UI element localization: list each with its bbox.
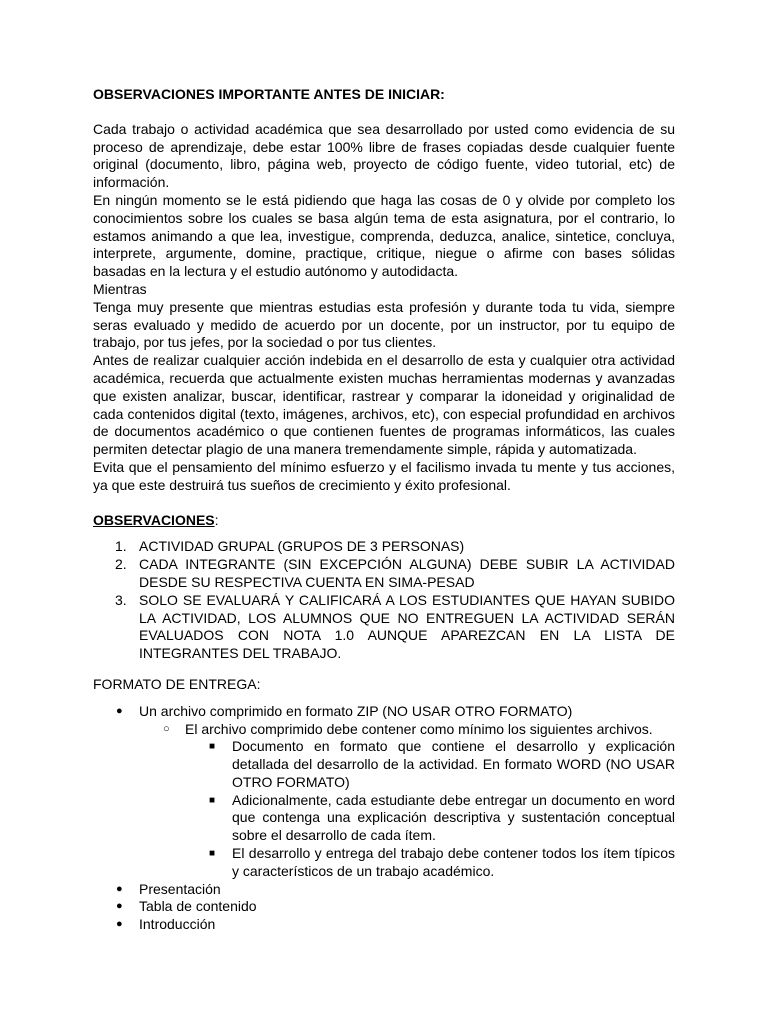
list-item-number: 3. (115, 591, 127, 608)
list-item (185, 845, 675, 881)
paragraph-plagiarism-tools: Antes de realizar cualquier acción indebida en el desarrollo de esta y cualquier otra actividad académica, recuerda que actualmente existen muchas herramientas modernas y avanzadas que existen analizar, buscar, identificar, rastrear y comparar la idoneidad y originalidad de cada contenidos digital (texto, imágenes, archivos, etc), con especial profundidad en archivos de documentos académico o que contienen fuentes de programas informáticos, las cuales permiten detectar plagio de una manera tremendamente simple, rápida y automatizada. (93, 352, 675, 458)
bullet-icon: ● (116, 704, 123, 717)
list-item-text: Un archivo comprimido en formato ZIP (NO USAR OTRO FORMATO) (139, 702, 573, 719)
bullet-icon: ● (116, 882, 123, 895)
list-item (139, 721, 675, 881)
square-bullet-icon: ■ (209, 848, 216, 860)
observaciones-list (93, 538, 675, 663)
list-item (93, 556, 675, 592)
page-title: OBSERVACIONES IMPORTANTE ANTES DE INICIAR: (93, 86, 445, 102)
list-item-number: 2. (115, 556, 127, 573)
bullet-icon: ● (116, 900, 123, 913)
observaciones-colon: : (214, 511, 219, 528)
formato-heading: FORMATO DE ENTREGA: (93, 675, 261, 692)
list-item-number: 1. (115, 538, 127, 555)
paragraph-learning: En ningún momento se le está pidiendo que haga las cosas de 0 y olvide por completo los conocimientos sobre los cuales se basa algún tema de esta asignatura, por el contrario, lo estamos animando a que lea, investigue, comprenda, deduzca, analice, sintetice, concluya, interprete, argumente, domine, practique, critique, niegue o afirme con bases sólidas basadas en la lectura y el estudio autónomo y autodidacta. (93, 191, 675, 280)
list-item (93, 538, 675, 556)
list-item (185, 792, 675, 845)
list-item (93, 703, 675, 881)
list-item-text: El archivo comprimido debe contener como mínimo los siguientes archivos. (185, 720, 653, 737)
list-item-text: CADA INTEGRANTE (SIN EXCEPCIÓN ALGUNA) DEBE SUBIR LA ACTIVIDAD DESDE SU RESPECTIVA CUENTA EN SIMA-PESAD (139, 556, 675, 590)
formato-sublist (139, 721, 675, 881)
formato-list (93, 703, 675, 934)
square-bullet-icon: ■ (209, 794, 216, 806)
list-item (93, 916, 675, 934)
list-item-text: ACTIVIDAD GRUPAL (GRUPOS DE 3 PERSONAS) (139, 538, 465, 555)
paragraph-mientras: Mientras (93, 280, 147, 297)
paragraph-originality: Cada trabajo o actividad académica que sea desarrollado por usted como evidencia de su proceso de aprendizaje, debe estar 100% libre de frases copiadas desde cualquier fuente original (documento, libro, página web, proyecto de código fuente, video tutorial, etc) de información. (93, 120, 675, 191)
observaciones-title: OBSERVACIONES (93, 511, 215, 528)
list-item (93, 592, 675, 663)
paragraph-evaluation: Tenga muy presente que mientras estudias esta profesión y durante toda tu vida, siempre seras evaluado y medido de acuerdo por un docente, por un instructor, por tu equipo de trabajo, por tus jefes, por la sociedad o por tus clientes. (93, 298, 675, 351)
document-page (93, 86, 675, 934)
list-item-text: Adicionalmente, cada estudiante debe entregar un documento en word que contenga una explicación descriptiva y sustentación conceptual sobre el desarrollo de cada ítem. (232, 791, 675, 844)
observaciones-heading (93, 512, 675, 530)
list-item (93, 898, 675, 916)
list-item (185, 738, 675, 791)
list-item (93, 881, 675, 899)
square-bullet-icon: ■ (209, 741, 216, 753)
list-item-text: Documento en formato que contiene el desarrollo y explicación detallada del desarrollo de la actividad. En formato WORD (NO USAR OTRO FORMATO) (232, 738, 675, 790)
list-item-text: El desarrollo y entrega del trabajo debe contener todos los ítem típicos y característicos de un trabajo académico. (232, 845, 675, 879)
list-item-text: Introducción (139, 916, 216, 933)
paragraph-effort: Evita que el pensamiento del mínimo esfuerzo y el facilismo invada tu mente y tus acciones, ya que este destruirá tus sueños de crecimiento y éxito profesional. (93, 458, 675, 493)
circle-bullet-icon: ○ (163, 722, 170, 735)
list-item-text: SOLO SE EVALUARÁ Y CALIFICARÁ A LOS ESTUDIANTES QUE HAYAN SUBIDO LA ACTIVIDAD, LOS ALUMNOS QUE NO ENTREGUEN LA ACTIVIDAD SERÁN EVALUADOS CON NOTA 1.0 AUNQUE APAREZCAN EN LA LISTA DE INTEGRANTES DEL TRABAJO. (139, 591, 675, 662)
list-item-text: Tabla de contenido (139, 898, 257, 915)
bullet-icon: ● (116, 918, 123, 931)
formato-subsublist (185, 738, 675, 880)
list-item-text: Presentación (139, 880, 221, 897)
